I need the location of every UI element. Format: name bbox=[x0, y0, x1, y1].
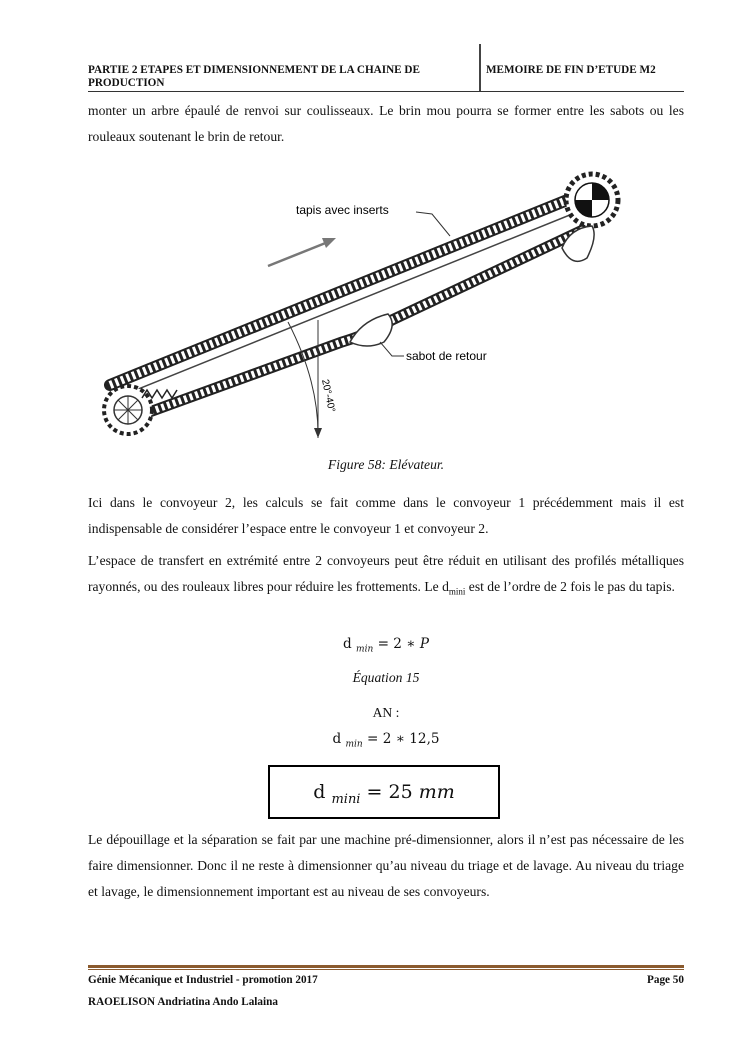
paragraph-3: Le dépouillage et la séparation se fait par une machine pré-dimensionner, alors il n’est pas nécessaire de les faire dimensionner. Donc il ne reste à dimensionner qu’au niveau du triage et de lavage. Au niveau du triage et lavage, le dimensionnement important est au niveau de ses convoyeurs. bbox=[88, 832, 684, 899]
footer-program: Génie Mécanique et Industriel - promotion 2017 bbox=[88, 974, 318, 986]
return-shoe-lower bbox=[350, 314, 392, 346]
upper-chain-run bbox=[110, 190, 597, 398]
footer-rule-thin bbox=[88, 969, 684, 970]
lower-chain-run bbox=[122, 228, 587, 422]
angle-dimension bbox=[288, 320, 337, 438]
label-angle: 20°-40° bbox=[319, 378, 337, 414]
direction-arrow-icon bbox=[268, 238, 336, 266]
equation-application: d $_{min}$ = 2 ∗ 12,5 bbox=[332, 731, 440, 750]
figure-caption: Figure 58: Elévateur. bbox=[327, 457, 445, 472]
paragraph-2-text: L’espace de transfert en extrémité entre 2 convoyeurs peut être réduit en utilisant des profilés métalliques rayonnés, ou des rouleaux libres pour réduire les frottements. Le d bbox=[88, 553, 684, 594]
header-rule bbox=[88, 91, 684, 92]
header-divider bbox=[479, 44, 481, 91]
header-document-title: MEMOIRE DE FIN D’ETUDE M2 bbox=[486, 64, 656, 76]
label-return-shoe: sabot de retour bbox=[406, 349, 487, 363]
equation-label: Équation 15 bbox=[352, 670, 420, 685]
paragraph-2-text-end: est de l’ordre de 2 fois le pas du tapis. bbox=[465, 579, 675, 594]
footer-author: RAOELISON Andriatina Ando Lalaina bbox=[88, 996, 278, 1008]
header-chapter-title: PARTIE 2 ETAPES ET DIMENSIONNEMENT DE LA CHAINE DE PRODUCTION bbox=[88, 64, 420, 89]
footer-rule-thick bbox=[88, 965, 684, 968]
equation-an-label: AN : bbox=[372, 705, 400, 720]
intro-paragraph: monter un arbre épaulé de renvoi sur coulisseaux. Le brin mou pourra se former entre les sabots ou les rouleaux soutenant le brin de retour. bbox=[88, 103, 684, 144]
page-header bbox=[88, 44, 684, 92]
elevator-figure bbox=[92, 170, 652, 445]
footer-page-number: Page 50 bbox=[647, 974, 684, 986]
paragraph-2 bbox=[88, 548, 684, 605]
return-shoe-upper bbox=[562, 226, 594, 261]
equation-formula: d $_{min}$ = 2 ∗ P bbox=[343, 636, 429, 655]
paragraph-2-subscript: mini bbox=[448, 586, 466, 597]
label-belt: tapis avec inserts bbox=[296, 203, 389, 217]
equation-result-box: d $_{mini}$ = 25 mm bbox=[268, 765, 500, 819]
paragraph-1: Ici dans le convoyeur 2, les calculs se fait comme dans le convoyeur 1 précédemment mais il est indispensable de considérer l’espace entre le convoyeur 1 et convoyeur 2. bbox=[88, 495, 684, 536]
drive-sprocket-icon bbox=[566, 174, 618, 226]
